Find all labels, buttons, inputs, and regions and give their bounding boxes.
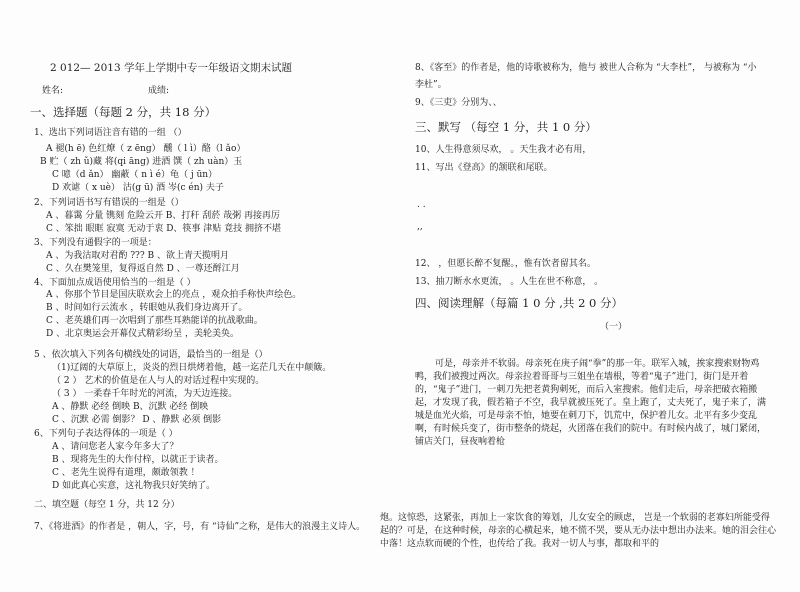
question-7: 7、《将进酒》的作者是 ，朝人，字，号，有 “诗仙”之称，是伟大的浪漫主义诗人。: [34, 522, 366, 532]
question-12: 12、 ，但愿长醉不复醒。，惟有饮者留其名。: [415, 259, 596, 269]
question-13: 13、抽刀断水水更流， 。人生在世不称意， 。: [415, 277, 604, 287]
section-4-heading: 四、阅读理解（每篇 1 0 分 ,共 2 0 分）: [415, 296, 624, 310]
exam-title: 2 012— 2013 学年上学期中专一年级语文期末试题: [50, 62, 292, 74]
q6-option-a: A 、请问您老人家今年多大了？: [52, 442, 179, 452]
q1-option-c: C 噫（d ǎn） 幽蔽（ n ì é）龟（ j ūn）: [52, 170, 218, 180]
q2-options-cd: C 、笨拙 眼眶 寂寞 无动于衷 D、筷事 津贴 竟技 拥挤不堪: [46, 224, 281, 234]
section-1-heading: 一、选择题（每题 2 分，共 18 分）: [30, 105, 217, 119]
question-1: 1、选出下列词语注音有错的一组 （）: [34, 128, 187, 138]
blank-mark: . .: [417, 200, 426, 210]
question-3: 3、下列没有通假字的一项是：: [34, 238, 157, 248]
q4-option-d: D 、北京奥运会开幕仪式精彩纷呈 ，美轮美奂。: [46, 329, 239, 339]
q6-option-d: D 如此真心实意，这礼物我只好笑纳了。: [52, 481, 216, 491]
q4-option-c: C 、老英雄们再一次唱到了那些耳熟能详的抗战歌曲。: [46, 316, 263, 326]
q4-option-b: B 、时间如行云流水 ，转眼她从我们身边离开了。: [46, 303, 248, 313]
name-label: 姓名:: [42, 86, 64, 96]
question-8-cont: 李杜”。: [415, 80, 447, 90]
question-5: 5 、依次填入下列各句横线处的词语，最恰当的一组是（）: [34, 350, 268, 360]
question-11: 11、写出《登高》的颔联和尾联。: [415, 163, 553, 173]
q6-option-c: C 、老先生说得有道理，颇敢领教 ！: [52, 468, 200, 478]
section-2-heading: 二、填空题（每空 1 分，共 12 分）: [34, 500, 180, 510]
q1-option-d: D 欢谑（ x uè） 沽(g ū) 酒 岑(c én) 夫子: [52, 183, 224, 193]
q6-option-b: B 、现将先生的大作付梓，以就正于读者。: [52, 455, 224, 465]
q2-options-ab: A 、暮霭 分量 镌刻 危险云开 B、打秆 刮菸 哉粥 再接再厉: [46, 211, 281, 221]
question-10: 10、人生得意须尽欢， 。天生我才必有用，: [415, 145, 592, 155]
q5-options-cd: C 、沉默 必需 倒影？ D 、静默 必须 倒影: [52, 415, 222, 425]
reading-passage-part-1: 可是，母亲并不软弱。母亲死在庚子闹“拳”的那一年。联军入城，挨家搜索财物鸡鸭，我们被搜过两次。母亲拉着哥哥与三姐坐在墙根，等着“鬼子”进门，街门是开着的，“鬼子”进门，一刺刀先把老黄狗刺死，而后入室搜索。他们走后，母亲把破衣箱搬起，才发现了我，假若箱子不空，我早就被压死了。皇上跑了，丈夫死了，鬼子来了，满城是血光火焰，可是母亲不怕，她要在刺刀下，饥荒中，保护着儿女。北平有多少变乱啊，有时候兵变了，街市整条的烧起，火团落在我们的院中。有时候内战了，城门紧闭，铺店关门，昼夜响着枪: [415, 359, 767, 447]
blank-mark: ,,: [417, 222, 423, 232]
q5-sentence-2: （ 2 ） 艺术的价值是在人与人的对话过程中实现的。: [52, 376, 265, 386]
q1-option-b: B 贮（ zh ǔ)藏 将(qi āng) 进酒 馔（ zh uàn）玉: [40, 157, 243, 167]
question-6: 6、下列句子表达得体的一项是（ ）: [34, 429, 178, 439]
section-3-heading: 三、默写 （每空 1 分，共 1 0 分）: [415, 120, 597, 134]
q3-options-ab: A 、为我沽取对君酌 ??? B 、欲上青天揽明月: [46, 251, 230, 261]
q5-sentence-3: （ 3 ） 一柔春千年时光的河流，为天边连接。: [52, 389, 238, 399]
q5-sentence-1: （1)辽阔的大草原上，炎炎的烈日烘烤着他，越一迄茫几天在中颠簸。: [52, 363, 332, 373]
q1-option-a: A 褪(h ē) 色红燎（ z ēng） 醺（ l ì）酪（l ǎo）: [46, 144, 246, 154]
reading-passage-part-2: 炮。这惊恐，这紧张，再加上一家饮食的筹划，儿女安全的顾虑， 岂是一个软弱的老寡妇所能受得起的？可是，在这种时候，母亲的心横起来，她不慌不哭，要从无办法中想出办法来。她的泪会往心中落！这点软而硬的个性，也传给了我。我对一切人与事，都取和平的: [380, 513, 777, 549]
question-2: 2、下列词语书写有错误的一组是（）: [34, 198, 184, 208]
question-9: 9、《三吏》分别为、、: [415, 98, 502, 108]
question-4: 4、下面加点成语使用恰当的一组是（ ）: [34, 278, 196, 288]
q3-options-cd: C 、久在樊笼里，复得返自然 D 、一尊还酹江月: [46, 264, 240, 274]
question-8: 8、《客至》的作者是，他的诗歌被称为，他与 被世人合称为 “大李杜”， 与被称为 “小: [415, 63, 757, 73]
passage-number: （一）: [600, 322, 628, 332]
score-label: 成绩:: [148, 86, 170, 96]
q5-options-ab: A 、静默 必经 倒映 B、沉默 必经 倒映: [52, 402, 209, 412]
q4-option-a: A 、你那个节目是国庆联欢会上的亮点 ，观众拍手称快声绘色。: [46, 290, 302, 300]
